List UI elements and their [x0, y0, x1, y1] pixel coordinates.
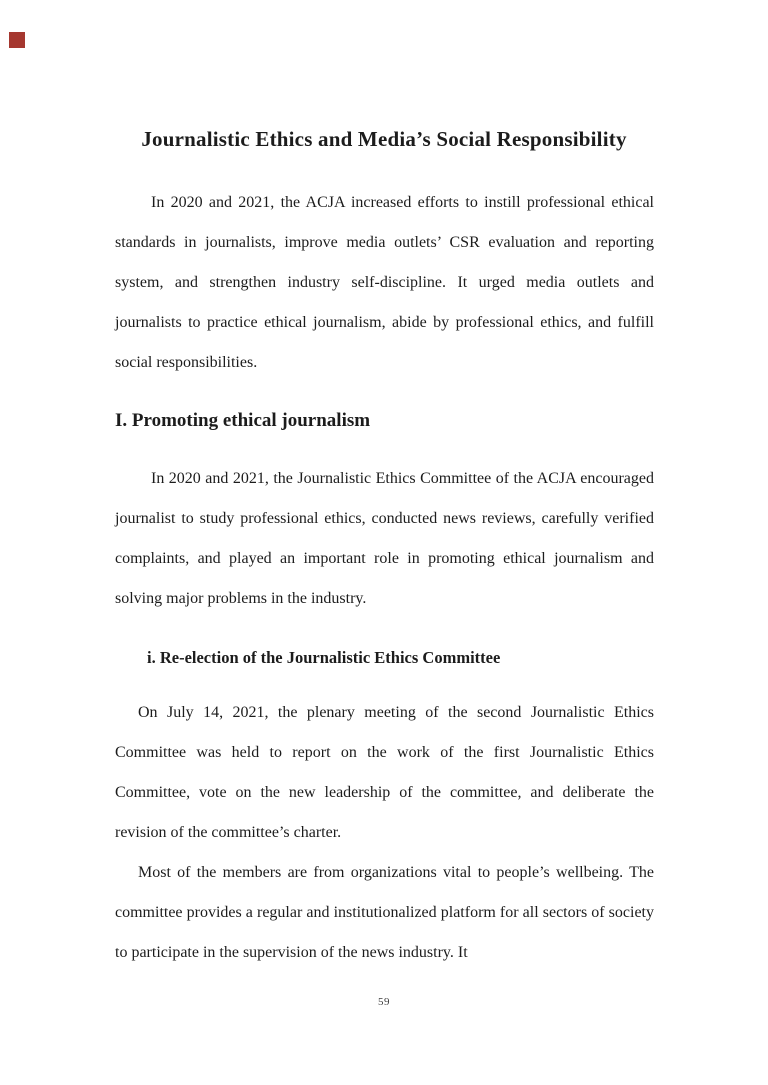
document-title: Journalistic Ethics and Media’s Social Responsibility	[141, 127, 627, 151]
subsection-paragraph: Most of the members are from organizations vital to people’s wellbeing. The committee provides a regular and institutionalized platform for all sectors of society to participate in the supervision of the news industry. It	[115, 864, 654, 961]
subsection-paragraph: On July 14, 2021, the plenary meeting of the second Journalistic Ethics Committee was held to report on the work of the first Journalistic Ethics Committee, vote on the new leadership of the committee, and deliberate the revision of the committee’s charter.	[115, 704, 654, 841]
intro-paragraph: In 2020 and 2021, the ACJA increased efforts to instill professional ethical standards in journalists, improve media outlets’ CSR evaluation and reporting system, and strengthen industry self-discipline. It urged media outlets and journalists to practice ethical journalism, abide by professional ethics, and fulfill social responsibilities.	[115, 194, 654, 371]
red-square-marker	[9, 32, 25, 48]
section-heading: I. Promoting ethical journalism	[115, 410, 371, 431]
page-number: 59	[378, 996, 390, 1008]
section-paragraph: In 2020 and 2021, the Journalistic Ethics Committee of the ACJA encouraged journalist to study professional ethics, conducted news reviews, carefully verified complaints, and played an important role in promoting ethical journalism and solving major problems in the industry.	[115, 470, 654, 607]
subsection-heading: i. Re-election of the Journalistic Ethics Committee	[147, 648, 501, 667]
text-column	[115, 183, 654, 973]
